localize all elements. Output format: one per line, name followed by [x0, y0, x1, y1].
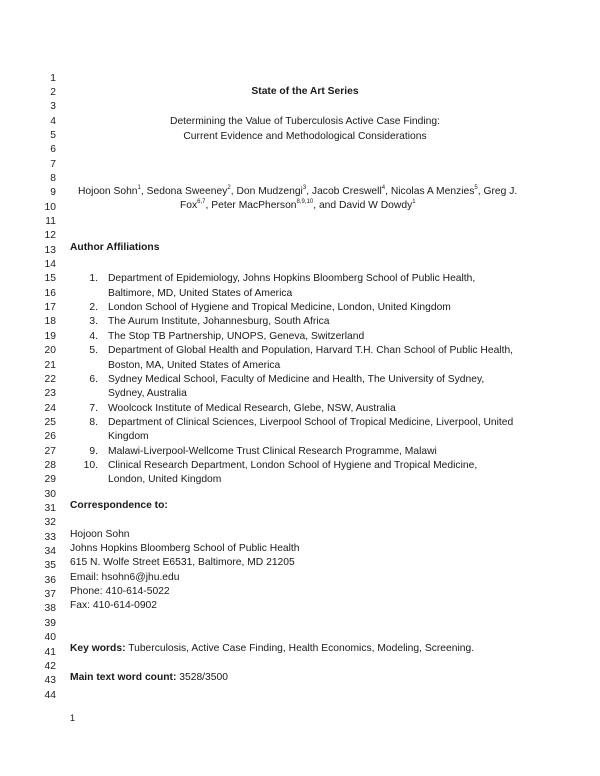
affiliation-text: London School of Hygiene and Tropical Medicine, London, United Kingdom	[108, 302, 451, 314]
affiliation-text: Baltimore, MD, United States of America	[108, 287, 293, 299]
line-number: 19	[44, 330, 56, 342]
line-number: 7	[50, 158, 56, 170]
affiliation-number: 4.	[89, 330, 98, 342]
keywords	[70, 643, 474, 654]
line-number: 33	[44, 531, 56, 543]
line-number: 4	[50, 115, 56, 127]
affiliation-text: The Aurum Institute, Johannesburg, South Africa	[108, 316, 330, 328]
affiliation-number: 3.	[89, 316, 98, 328]
affiliation-number: 1.	[89, 273, 98, 285]
line-number: 37	[44, 589, 56, 601]
correspondence-address: 615 N. Wolfe Street E6531, Baltimore, MD 21205	[70, 557, 295, 568]
word-count-value: 3528/3500	[176, 672, 228, 683]
correspondence-phone: Phone: 410-614-5022	[70, 586, 170, 597]
line-number: 14	[44, 259, 56, 271]
line-number: 38	[44, 603, 56, 615]
correspondence-email: Email: hsohn6@jhu.edu	[70, 572, 180, 583]
series-title: State of the Art Series	[251, 86, 359, 97]
correspondence-org: Johns Hopkins Bloomberg School of Public Health	[70, 543, 300, 554]
keywords-text: Tuberculosis, Active Case Finding, Health Economics, Modeling, Screening.	[125, 643, 475, 654]
affiliation-text: London, United Kingdom	[108, 474, 222, 486]
line-number: 18	[44, 316, 56, 328]
line-number: 41	[44, 646, 56, 658]
correspondence-name: Hojoon Sohn	[70, 529, 130, 540]
affiliation-number: 2.	[89, 302, 98, 314]
affiliation-number: 10.	[83, 459, 98, 471]
word-count-label: Main text word count:	[70, 672, 177, 683]
affiliation-text: Malawi-Liverpool-Wellcome Trust Clinical Research Programme, Malawi	[108, 445, 437, 457]
line-number: 28	[44, 459, 56, 471]
affiliation-text: Department of Global Health and Population, Harvard T.H. Chan School of Public Health,	[108, 345, 514, 357]
line-number: 2	[50, 86, 56, 98]
line-number: 35	[44, 560, 56, 572]
line-number: 26	[44, 431, 56, 443]
affiliation-text: Department of Epidemiology, Johns Hopkins Bloomberg School of Public Health,	[108, 273, 476, 285]
line-number: 29	[44, 474, 56, 486]
line-number: 17	[44, 302, 56, 314]
line-number: 1	[50, 72, 56, 84]
line-number: 32	[44, 517, 56, 529]
correspondence-heading: Correspondence to:	[70, 500, 168, 511]
affiliation-text: Woolcock Institute of Medical Research, Glebe, NSW, Australia	[108, 402, 396, 414]
line-number: 10	[44, 201, 56, 213]
line-number: 42	[44, 660, 56, 672]
line-number: 5	[50, 129, 56, 141]
line-number: 8	[50, 172, 56, 184]
affiliation-number: 6.	[89, 373, 98, 385]
affiliation-number: 7.	[89, 402, 98, 414]
correspondence-fax: Fax: 410-614-0902	[70, 600, 158, 611]
line-number: 24	[44, 402, 56, 414]
authors-line-1: Hojoon Sohn$^1$, Sedona Sweeney$^2$, Don Mudzengi$^3$, Jacob Creswell$^4$, Nicolas A Menzies$^5$, Greg J.	[78, 185, 518, 197]
word-count	[70, 672, 228, 683]
line-number: 22	[44, 373, 56, 385]
line-number: 34	[44, 546, 56, 558]
line-number: 25	[44, 416, 56, 428]
paper-title-line-1: Determining the Value of Tuberculosis Active Case Finding:	[170, 116, 440, 127]
line-number: 9	[50, 187, 56, 199]
line-number: 16	[44, 287, 56, 299]
line-number: 31	[44, 503, 56, 514]
affiliation-number: 5.	[89, 345, 98, 357]
line-number: 13	[44, 244, 56, 256]
line-number: 11	[45, 216, 56, 227]
affiliation-text: Sydney Medical School, Faculty of Medicine and Health, The University of Sydney,	[108, 373, 485, 385]
line-number: 3	[50, 101, 56, 113]
line-number: 39	[44, 617, 56, 629]
affiliation-text: Sydney, Australia	[108, 388, 187, 400]
keywords-label: Key words:	[70, 643, 126, 654]
affiliations-heading: Author Affiliations	[70, 242, 160, 253]
line-number: 20	[44, 345, 56, 357]
page-number: 1	[70, 713, 76, 723]
affiliation-text: Boston, MA, United States of America	[108, 359, 281, 371]
line-number: 6	[50, 144, 56, 156]
affiliation-text: Department of Clinical Sciences, Liverpool School of Tropical Medicine, Liverpool, United	[108, 416, 514, 428]
line-number: 21	[44, 359, 56, 371]
paper-title-line-2: Current Evidence and Methodological Considerations	[183, 131, 427, 142]
line-number: 43	[44, 675, 56, 687]
affiliation-text: Clinical Research Department, London School of Hygiene and Tropical Medicine,	[108, 459, 478, 471]
affiliation-number: 9.	[89, 445, 98, 457]
line-number: 44	[44, 689, 56, 701]
affiliation-text: Kingdom	[108, 431, 149, 443]
line-number: 23	[44, 388, 56, 400]
affiliation-text: The Stop TB Partnership, UNOPS, Geneva, Switzerland	[108, 330, 365, 342]
line-number: 30	[44, 488, 56, 500]
line-number: 36	[44, 574, 56, 586]
authors-line-2: Fox$^{6,7}$, Peter MacPherson$^{8,9,10}$, and David W Dowdy$^1$	[180, 199, 416, 211]
line-number: 40	[44, 632, 56, 644]
line-number: 27	[44, 445, 56, 457]
affiliation-number: 8.	[89, 416, 98, 428]
line-number: 12	[44, 230, 56, 242]
line-number: 15	[44, 273, 56, 285]
